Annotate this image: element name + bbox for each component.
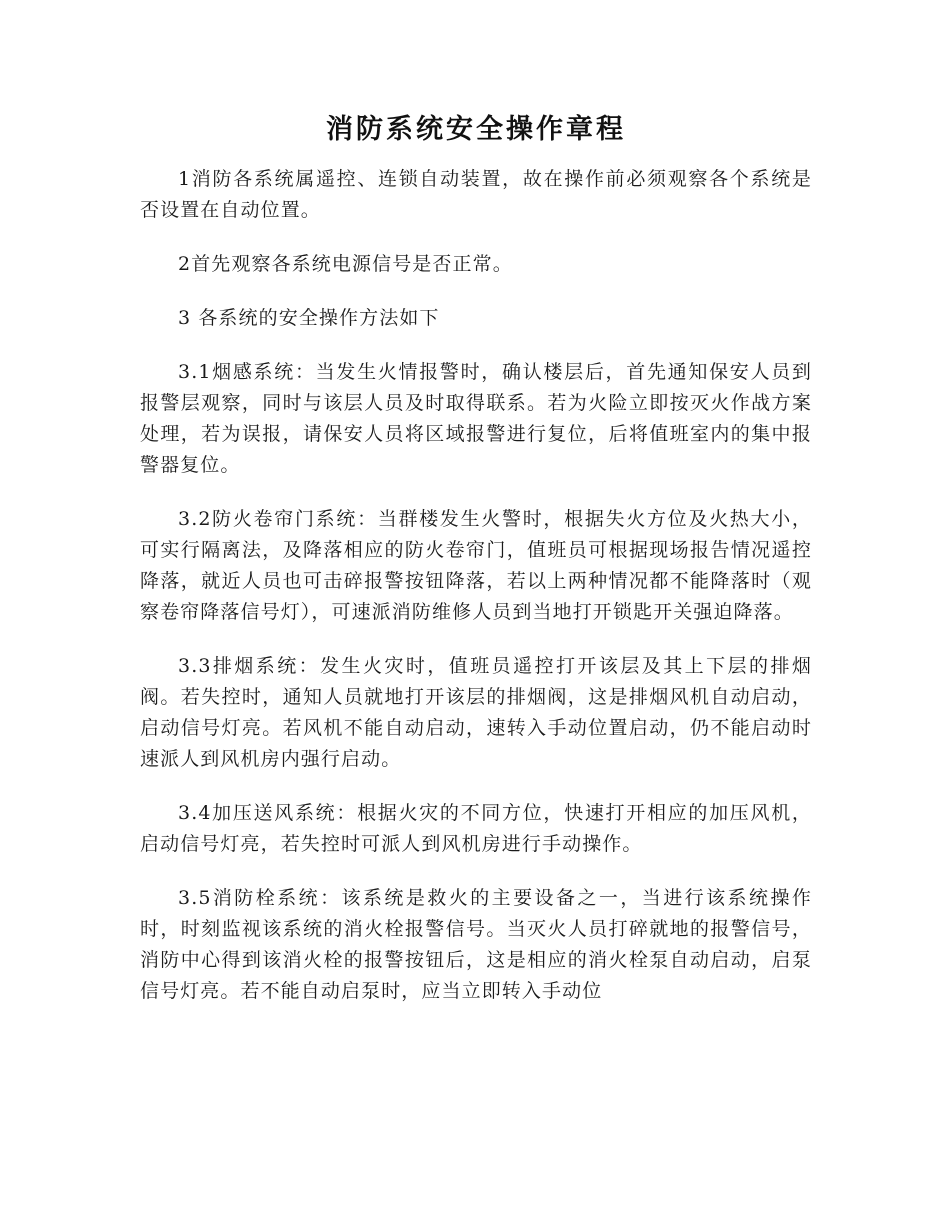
paragraph-1: 1消防各系统属遥控、连锁自动装置，故在操作前必须观察各个系统是否设置在自动位置。: [140, 168, 812, 221]
paragraph-3: 3 各系统的安全操作方法如下: [178, 307, 440, 329]
paragraph-2: 2首先观察各系统电源信号是否正常。: [178, 253, 513, 275]
paragraph-3-1-smoke-detection: 3.1烟感系统：当发生火情报警时，确认楼层后，首先通知保安人员到报警层观察，同时与该层人员及时取得联系。若为火险立即按灭火作战方案处理，若为误报，请保安人员将区域报警进行复位，后将值班室内的集中报警器复位。: [140, 361, 812, 476]
document-page: [140, 108, 812, 1030]
paragraph-3-5-hydrant: 3.5消防栓系统：该系统是救火的主要设备之一，当进行该系统操作时，时刻监视该系统的消火栓报警信号。当灭火人员打碎就地的报警信号，消防中心得到该消火栓的报警按钮后，这是相应的消火栓泵自动启动，启泵信号灯亮。若不能自动启泵时，应当立即转入手动位: [140, 887, 812, 1002]
paragraph-3-2-fire-shutter: 3.2防火卷帘门系统：当群楼发生火警时，根据失火方位及火热大小，可实行隔离法，及降落相应的防火卷帘门，值班员可根据现场报告情况遥控降落，就近人员也可击碎报警按钮降落，若以上两种情况都不能降落时（观察卷帘降落信号灯），可速派消防维修人员到当地打开锁匙开关强迫降落。: [140, 508, 812, 623]
document-title: 消防系统安全操作章程: [326, 114, 626, 145]
paragraph-3-4-pressurized-air: 3.4加压送风系统：根据火灾的不同方位，快速打开相应的加压风机，启动信号灯亮，若失控时可派人到风机房进行手动操作。: [140, 802, 812, 855]
paragraph-3-3-smoke-exhaust: 3.3排烟系统：发生火灾时，值班员遥控打开该层及其上下层的排烟阀。若失控时，通知人员就地打开该层的排烟阀，这是排烟风机自动启动，启动信号灯亮。若风机不能自动启动，速转入手动位置启动，仍不能启动时速派人到风机房内强行启动。: [140, 655, 812, 770]
